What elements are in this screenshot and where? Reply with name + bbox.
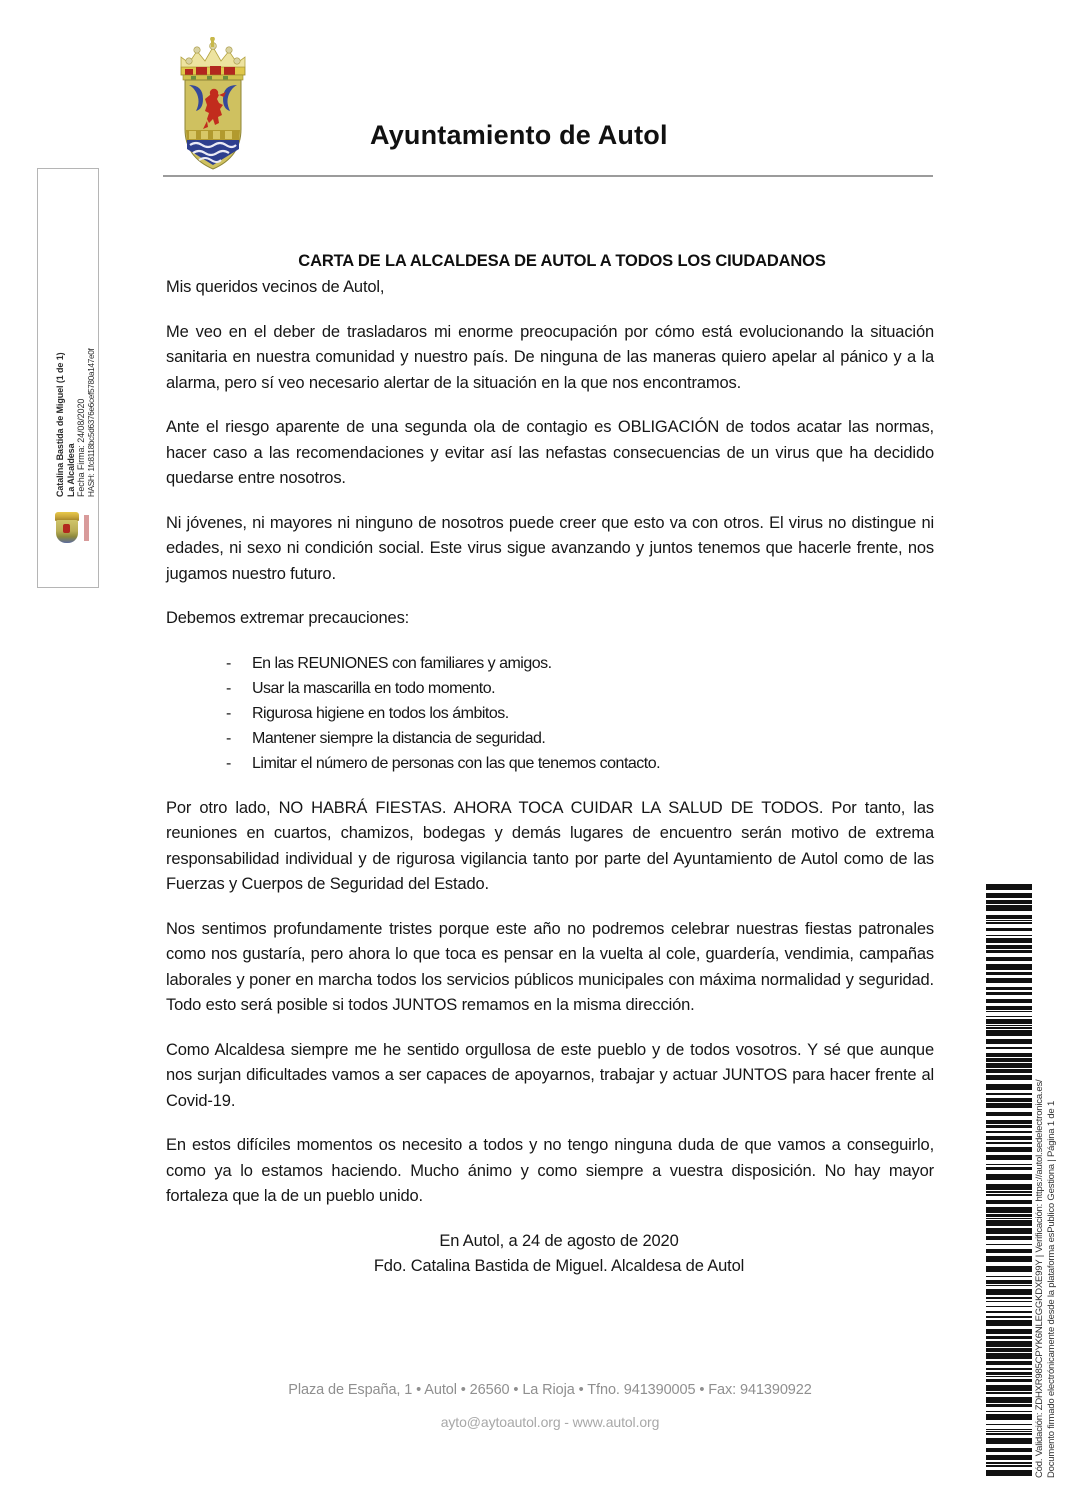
closing-place-date: En Autol, a 24 de agosto de 2020 — [439, 1231, 679, 1250]
footer-contact: ayto@aytoautol.org - www.autol.org — [440, 1414, 660, 1430]
letter-title: CARTA DE LA ALCALDESA DE AUTOL A TODOS LOS CIUDADANOS — [298, 252, 826, 270]
list-item: - Mantener siempre la distancia de seguridad. — [198, 726, 934, 751]
letter-paragraph: Ni jóvenes, ni mayores ni ninguno de nosotros puede creer que esto va con otros. El virus no distingue ni edades, ni sexo ni condición social. Este virus sigue avanzando y juntos tenemos que hacerle frente, nos jugamos nuestro futuro. — [166, 513, 934, 583]
signer-role: La Alcaldesa — [65, 443, 76, 497]
list-item: - Usar la mascarilla en todo momento. — [198, 676, 934, 701]
letter-paragraph: Nos sentimos profundamente tristes porque este año no podremos celebrar nuestras fiestas patronales como nos gustaría, pero ahora lo que toca es pensar en la vuelta al cole, guardería, vendimia, campañas laborales y poner en marcha todos los servicios públicos municipales con máxima normalidad y seguridad. Todo esto será posible si todos JUNTOS remamos en la misma dirección. — [166, 919, 934, 1014]
letter-paragraph: Por otro lado, NO HABRÁ FIESTAS. AHORA TOCA CUIDAR LA SALUD DE TODOS. Por tanto, las reuniones en cuartos, chamizos, bodegas y demás lugares de encuentro serán motivo de extrema responsabilidad individual y de rigurosa vigilancia tanto por parte del Ayuntamiento de Autol como de las Fuerzas y Cuerpos de Seguridad del Estado. — [166, 798, 934, 893]
signer-name: Catalina Bastida de Miguel (1 de 1) — [55, 352, 65, 497]
mini-shield-icon — [54, 512, 80, 544]
letter-paragraph: Ante el riesgo aparente de una segunda ola de contagio es OBLIGACIÓN de todos acatar las normas, hacer caso a las recomendaciones y evitar así las nefastas consecuencias de un virus que ha decidido quedarse entre nosotros. — [166, 418, 934, 487]
coat-of-arms-icon — [163, 37, 263, 177]
page-title: Ayuntamiento de Autol — [370, 120, 668, 150]
footer-address: Plaza de España, 1 • Autol • 26560 • La Rioja • Tfno. 941390005 • Fax: 941390922 — [288, 1382, 812, 1398]
header-divider — [163, 175, 933, 177]
barcode-icon — [986, 882, 1032, 1478]
validation-platform-line: Documento firmado electrónicamente desde la plataforma esPublico Gestiona | Página 1 de 1 — [1046, 1100, 1057, 1478]
precautions-intro: Debemos extremar precauciones: — [166, 609, 410, 627]
signature-strip — [37, 168, 99, 588]
precautions-list — [166, 651, 934, 776]
list-item: - Rigurosa higiene en todos los ámbitos. — [198, 701, 934, 726]
mini-lion-icon — [63, 524, 70, 533]
list-item: - Limitar el número de personas con las que tenemos contacto. — [198, 751, 934, 776]
document-header — [163, 32, 933, 182]
signature-text-block — [35, 348, 100, 497]
signature-date: Fecha Firma: 24/08/2020 — [76, 398, 86, 497]
letter-paragraph: Me veo en el deber de trasladaros mi enorme preocupación por cómo está evolucionando la situación sanitaria en nuestra comunidad y nuestro país. De ninguna de las maneras quiero apelar al pánico y a la alarma, pero sí veo necesario alertar de la situación en la que nos encontramos. — [166, 322, 934, 392]
validation-text — [1034, 882, 1076, 1478]
letter-salutation: Mis queridos vecinos de Autol, — [166, 278, 385, 296]
letter-closing — [166, 1229, 934, 1279]
list-item: - En las REUNIONES con familiares y amigos. — [198, 651, 934, 676]
signature-hash: HASH: 1fc8118bc5d6376e6cef5780a147e0f — [86, 348, 96, 497]
closing-signer: Fdo. Catalina Bastida de Miguel. Alcaldesa de Autol — [373, 1256, 745, 1275]
gestiona-mini-logo-icon — [48, 509, 92, 549]
letter-body — [166, 252, 934, 1279]
validation-code-line: Cód. Validación: ZDHXR985CPYK6NLEGGKDXE99Y | Verificación: https://autol.sedelectronica.es/ — [1034, 1079, 1045, 1478]
mini-logo-bar-icon — [84, 515, 89, 541]
letter-paragraph: Como Alcaldesa siempre me he sentido orgullosa de este pueblo y de todos vosotros. Y sé que aunque nos surjan dificultades vamos a ser capaces de apoyarnos, trabajar y actuar JUNTOS para hacer frente al Covid-19. — [166, 1040, 934, 1110]
letter-paragraph: En estos difíciles momentos os necesito a todos y no tengo ninguna duda de que vamos a conseguirlo, como ya lo estamos haciendo. Mucho ánimo y como siempre a vuestra disposición. No hay mayor fortaleza que la de un pueblo unido. — [166, 1136, 934, 1205]
validation-strip — [986, 882, 1078, 1478]
document-footer — [166, 1382, 934, 1430]
